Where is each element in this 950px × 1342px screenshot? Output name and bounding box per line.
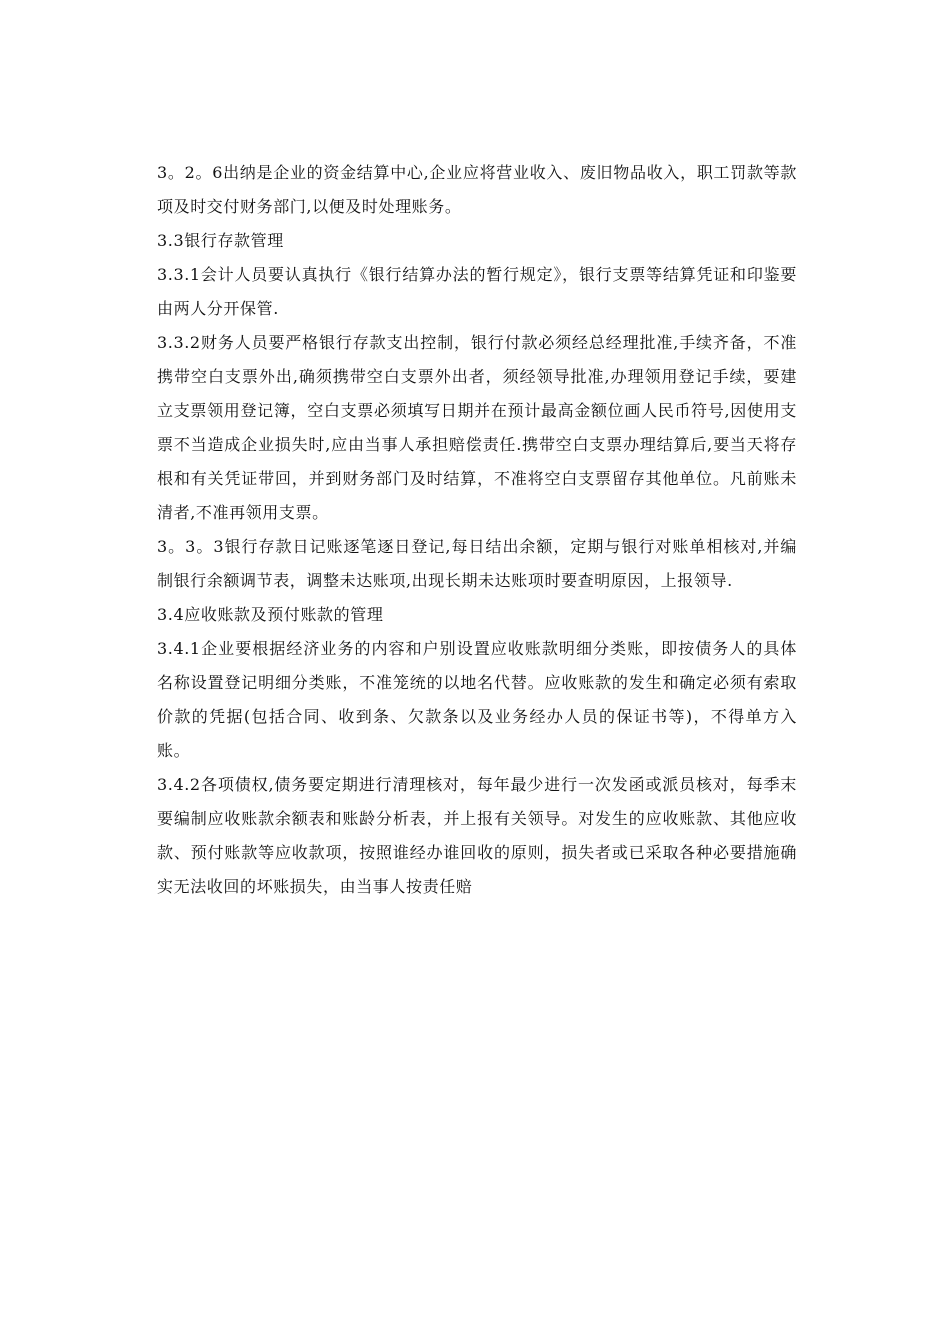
section-heading-3-4: 3.4应收账款及预付账款的管理 (157, 605, 384, 624)
paragraph-3-3-2: 3.3.2财务人员要严格银行存款支出控制，银行付款必须经总经理批准,手续齐备，不准携带空白支票外出,确须携带空白支票外出者，须经领导批准,办理领用登记手续，要建立支票领用登记簿，空白支票必须填写日期并在预计最高金额位画人民币符号,因使用支票不当造成企业损失时,应由当事人承担赔偿责任.携带空白支票办理结算后,要当天将存根和有关凭证带回，并到财务部门及时结算，不准将空白支票留存其他单位。凡前账未清者,不准再领用支票。 (157, 333, 797, 522)
paragraph-3-3-3: 3。3。3银行存款日记账逐笔逐日登记,每日结出余额，定期与银行对账单相核对,并编制银行余额调节表，调整未达账项,出现长期未达账项时要查明原因，上报领导. (157, 537, 797, 590)
paragraph-3-3-1: 3.3.1会计人员要认真执行《银行结算办法的暂行规定》，银行支票等结算凭证和印鉴要由两人分开保管. (157, 265, 797, 318)
document-body (157, 156, 797, 904)
paragraph-3-2-6: 3。2。6出纳是企业的资金结算中心,企业应将营业收入、废旧物品收入，职工罚款等款项及时交付财务部门,以便及时处理账务。 (157, 163, 797, 216)
section-heading-3-3: 3.3银行存款管理 (157, 231, 284, 250)
paragraph-3-4-2: 3.4.2各项债权,债务要定期进行清理核对，每年最少进行一次发函或派员核对，每季末要编制应收账款余额表和账龄分析表，并上报有关领导。对发生的应收账款、其他应收款、预付账款等应收款项，按照谁经办谁回收的原则，损失者或已采取各种必要措施确实无法收回的坏账损失，由当事人按责任赔 (157, 775, 797, 896)
paragraph-3-4-1: 3.4.1企业要根据经济业务的内容和户别设置应收账款明细分类账，即按债务人的具体名称设置登记明细分类账，不准笼统的以地名代替。应收账款的发生和确定必须有索取价款的凭据(包括合同、收到条、欠款条以及业务经办人员的保证书等)，不得单方入账。 (157, 639, 797, 760)
